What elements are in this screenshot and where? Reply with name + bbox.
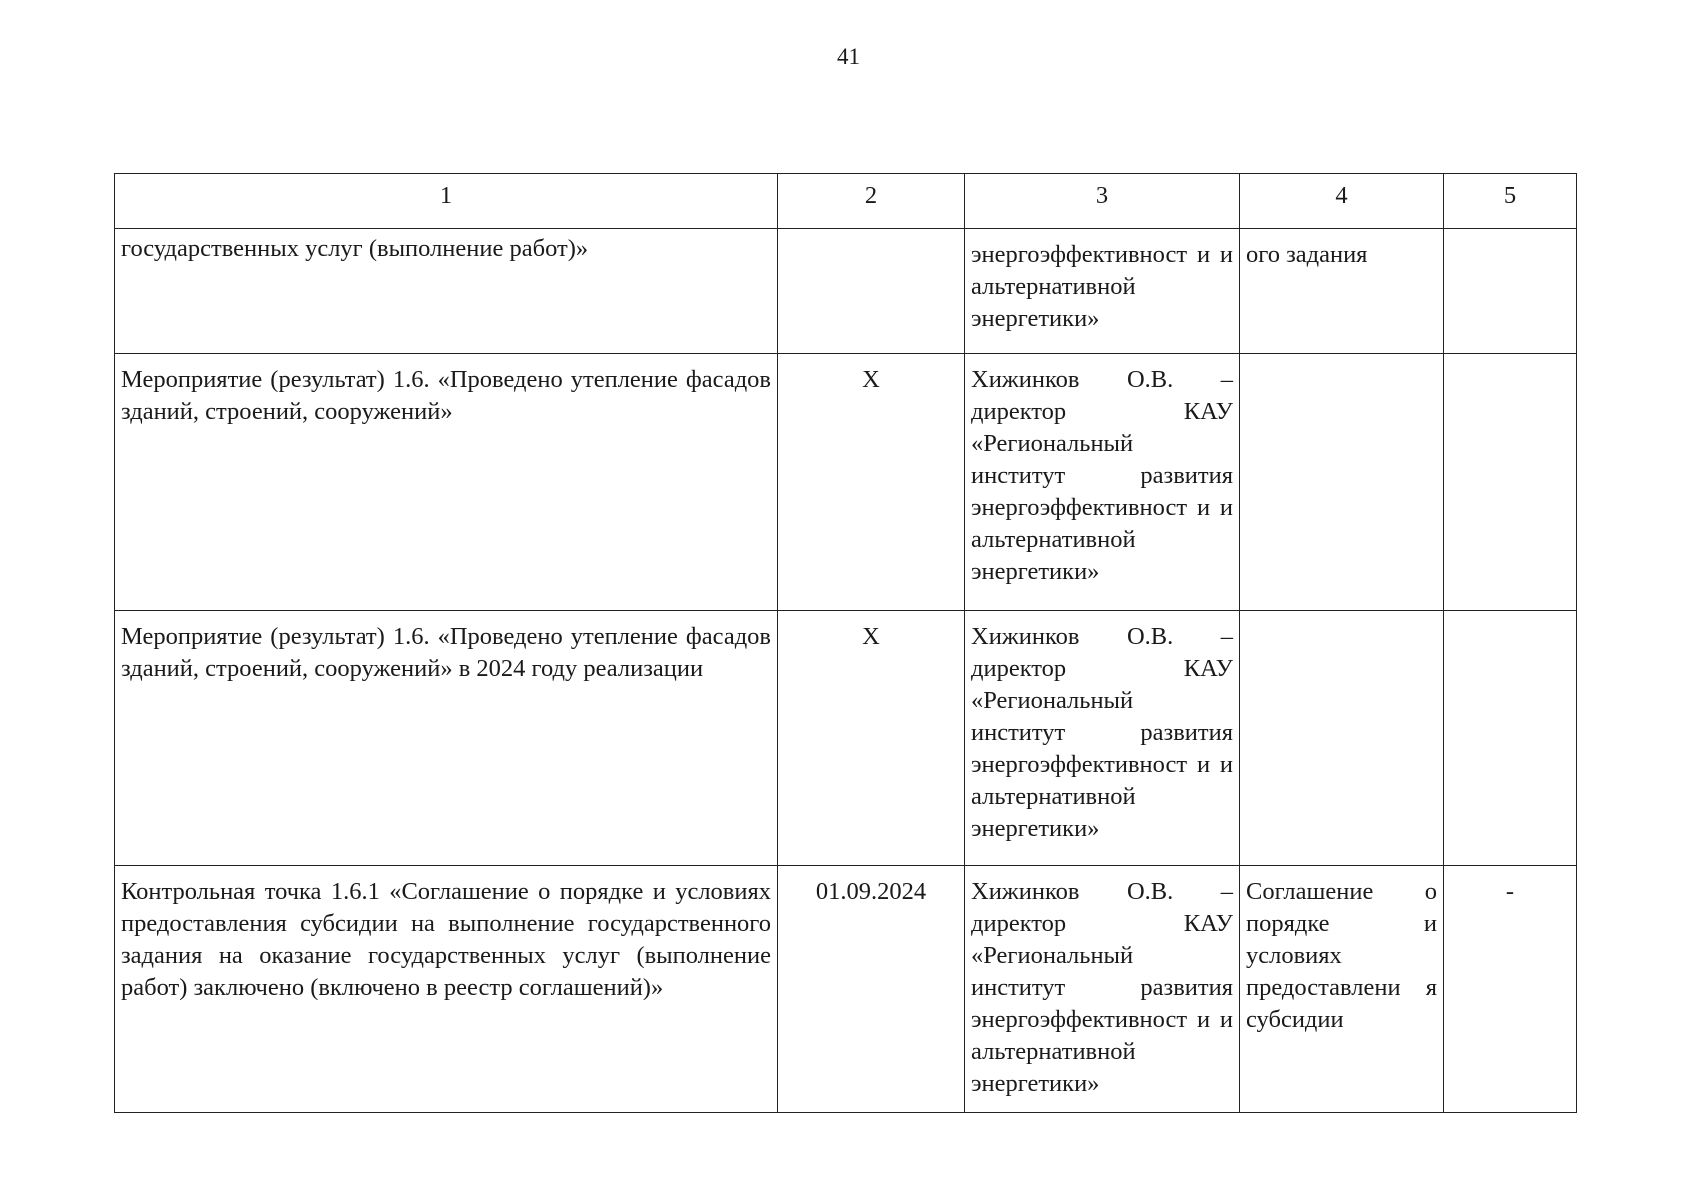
row1-document: ого задания: [1240, 229, 1444, 354]
row2-col5: [1444, 354, 1577, 611]
table-row: [115, 354, 1577, 611]
page-number: 41: [837, 44, 860, 69]
row4-activity: Контрольная точка 1.6.1 «Соглашение о порядке и условиях предоставления субсидии на выполнение государственного задания на оказание государственных услуг (выполнение работ) заключено (включено в реестр соглашений)»: [115, 866, 778, 1113]
row3-col5: [1444, 611, 1577, 866]
table-row: [115, 229, 1577, 354]
row3-responsible: Хижинков О.В. – директор КАУ «Региональный институт развития энергоэффективност и и альтернативной энергетики»: [965, 611, 1240, 866]
row2-document: [1240, 354, 1444, 611]
row2-deadline: Х: [778, 354, 965, 611]
row4-responsible: Хижинков О.В. – директор КАУ «Региональный институт развития энергоэффективност и и альтернативной энергетики»: [965, 866, 1240, 1113]
row4-deadline: 01.09.2024: [778, 866, 965, 1113]
row3-activity: Мероприятие (результат) 1.6. «Проведено утепление фасадов зданий, строений, сооружений» в 2024 году реализации: [115, 611, 778, 866]
row4-document: Соглашение о порядке и условиях предоставлени я субсидии: [1240, 866, 1444, 1113]
row1-deadline: [778, 229, 965, 354]
activities-table: [114, 173, 1577, 1113]
row3-deadline: Х: [778, 611, 965, 866]
row1-col5: [1444, 229, 1577, 354]
row3-document: [1240, 611, 1444, 866]
table-row: [115, 611, 1577, 866]
header-cell-4: 4: [1240, 174, 1444, 229]
header-cell-2: 2: [778, 174, 965, 229]
table-header-row: [115, 174, 1577, 229]
row2-responsible: Хижинков О.В. – директор КАУ «Региональный институт развития энергоэффективност и и альтернативной энергетики»: [965, 354, 1240, 611]
row2-activity: Мероприятие (результат) 1.6. «Проведено утепление фасадов зданий, строений, сооружений»: [115, 354, 778, 611]
row1-responsible: энергоэффективност и и альтернативной энергетики»: [965, 229, 1240, 354]
row1-activity: государственных услуг (выполнение работ)»: [115, 229, 778, 354]
row4-col5: -: [1444, 866, 1577, 1113]
table-row: [115, 866, 1577, 1113]
header-cell-3: 3: [965, 174, 1240, 229]
header-cell-1: 1: [115, 174, 778, 229]
header-cell-5: 5: [1444, 174, 1577, 229]
